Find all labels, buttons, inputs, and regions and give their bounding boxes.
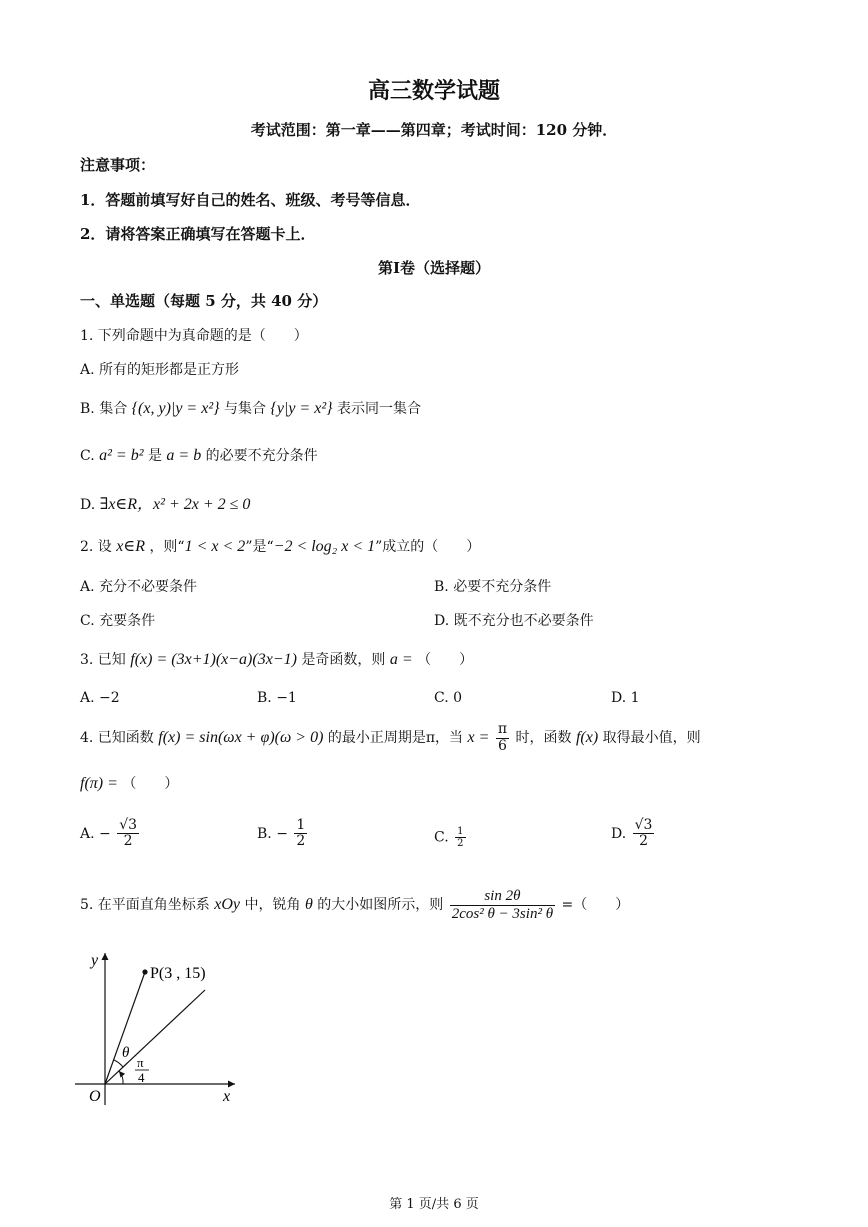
question-1-option-a: A. 所有的矩形都是正方形 (80, 362, 240, 378)
q4-mid: 的最小正周期是π，当 (327, 730, 464, 746)
q2-cond-1: 1 < x < 2 (184, 538, 246, 555)
q5-sys: xOy (214, 896, 241, 913)
option-d-prefix: D. (80, 497, 96, 513)
q4-a-num: √3 (119, 817, 138, 833)
q4-line2-suffix: （ ） (122, 776, 179, 792)
question-3-option-a: A. −2 (80, 690, 120, 706)
origin-label: O (89, 1088, 101, 1105)
q4-fraction-den: 6 (498, 737, 507, 754)
question-3-option-b: B. −1 (257, 690, 297, 706)
question-4-option-b (257, 818, 309, 850)
question-4-line-2 (80, 773, 178, 793)
angle-label-num: π (137, 1055, 144, 1070)
q4-expr: f(x) = sin(ωx + φ)(ω > 0) (158, 729, 324, 746)
option-d-expr: ∃x∈R，x² + 2x + 2 ≤ 0 (99, 496, 251, 513)
x-axis-label: x (223, 1088, 231, 1105)
q5-theta: θ (304, 896, 313, 913)
q4-a-den: 2 (123, 833, 133, 850)
angle-label-den: 4 (138, 1070, 145, 1085)
notes-item-2: 2．请将答案正确填写在答题卡上． (80, 225, 316, 243)
q4-d-fraction (633, 818, 655, 850)
theta-arc (114, 1060, 123, 1067)
question-4-stem (80, 718, 701, 758)
q4-fraction-num: π (497, 721, 508, 738)
option-c-suffix: 的必要不充分条件 (205, 448, 318, 464)
theta-label: θ (122, 1045, 130, 1061)
question-2-option-d: D. 既不充分也不必要条件 (434, 613, 594, 629)
question-1-option-d (80, 491, 250, 514)
q4-b-sign: − (276, 825, 288, 842)
q4-a-label: A. (80, 825, 95, 842)
question-1-stem: 1. 下列命题中为真命题的是（ ） (80, 328, 308, 344)
question-2-option-a: A. 充分不必要条件 (80, 579, 198, 595)
question-4-option-c (434, 826, 468, 849)
question-2-option-b: B. 必要不充分条件 (434, 579, 552, 595)
notes-heading: 注意事项： (80, 156, 156, 174)
q4-mid-2: 时，函数 (515, 730, 572, 746)
angle-arc (119, 1071, 123, 1084)
q4-c-den: 2 (457, 838, 464, 849)
y-axis-label: y (91, 952, 99, 969)
q4-b-den: 2 (296, 833, 306, 850)
question-5-stem (80, 888, 629, 922)
q5-mid-2: 的大小如图所示，则 (317, 897, 444, 913)
option-b-suffix: 表示同一集合 (336, 401, 421, 417)
question-4-option-d (611, 818, 656, 850)
q4-b-label: B. (257, 825, 272, 842)
option-c-expr: a² = b² (99, 447, 144, 464)
question-4-option-a (80, 818, 141, 850)
q4-suffix: 取得最小值，则 (602, 730, 701, 746)
option-b-set-1: {(x, y)|y = x²} (131, 400, 220, 417)
q4-x: x = (467, 729, 490, 746)
exam-title: 高三数学试题 (367, 78, 500, 104)
option-b-set-2: {y|y = x²} (270, 400, 333, 417)
notes-item-1: 1．答题前填写好自己的姓名、班级、考号等信息． (80, 191, 421, 209)
option-c-expr-2: a = b (166, 447, 202, 464)
q4-c-num: 1 (457, 826, 464, 837)
q3-expr: f(x) = (3x+1)(x−a)(3x−1) (130, 651, 297, 668)
q4-a-sign: − (99, 825, 111, 842)
option-c-prefix: C. (80, 448, 95, 464)
q2-prefix: 2. 设 (80, 539, 112, 555)
q2-mid-2: ”是“ (245, 539, 274, 555)
q4-d-den: 2 (639, 833, 649, 850)
question-2-stem (80, 536, 480, 556)
ray-45-degrees (105, 990, 205, 1084)
question-1-option-b (80, 398, 421, 418)
q4-fx: f(x) (575, 729, 599, 746)
q5-fraction-num: sin 2θ (450, 888, 555, 906)
q3-prefix: 3. 已知 (80, 652, 126, 668)
q4-c-fraction (455, 826, 465, 849)
section-heading: 一、单选题（每题 5 分，共 40 分） (80, 292, 328, 310)
question-2-option-c: C. 充要条件 (80, 613, 156, 629)
question-1-option-c (80, 445, 318, 465)
q4-d-num: √3 (634, 817, 653, 833)
q5-prefix: 5. 在平面直角坐标系 (80, 897, 210, 913)
point-p (142, 969, 147, 974)
q2-mid-1: ，则“ (149, 539, 185, 555)
question-3-stem (80, 649, 473, 669)
q2-cond-2: −2 < log₂ x < 1 (273, 538, 376, 555)
q5-suffix: =（ ） (561, 897, 630, 913)
q3-mid: 是奇函数，则 (301, 652, 386, 668)
q4-c-label: C. (434, 829, 449, 846)
page-footer: 第 1 页/共 6 页 (389, 1197, 479, 1212)
q2-var: x∈R (116, 538, 145, 555)
option-b-prefix: B. 集合 (80, 401, 128, 417)
option-c-mid: 是 (147, 448, 162, 464)
question-3-option-d: D. 1 (611, 690, 640, 706)
volume-heading: 第I卷（选择题） (377, 259, 491, 277)
q4-d-label: D. (611, 825, 627, 842)
option-b-mid: 与集合 (223, 401, 266, 417)
exam-subtitle: 考试范围：第一章——第四章；考试时间：120 分钟． (250, 121, 618, 139)
q4-fraction (496, 722, 509, 754)
point-p-label: P(3 , 15) (150, 965, 206, 982)
q3-suffix: （ ） (417, 652, 474, 668)
q4-prefix: 4. 已知函数 (80, 730, 154, 746)
q4-line2-expr: f(π) = (80, 775, 118, 792)
coordinate-figure (70, 945, 250, 1110)
q2-suffix: ”成立的（ ） (375, 539, 481, 555)
q5-fraction (450, 888, 555, 922)
q5-mid: 中，锐角 (244, 897, 301, 913)
q3-var: a = (389, 651, 413, 668)
q4-a-fraction (117, 818, 139, 850)
question-3-option-c: C. 0 (434, 690, 463, 706)
q5-fraction-den: 2cos² θ − 3sin² θ (451, 905, 554, 922)
q4-b-num: 1 (296, 817, 306, 833)
q4-b-fraction (294, 818, 307, 850)
